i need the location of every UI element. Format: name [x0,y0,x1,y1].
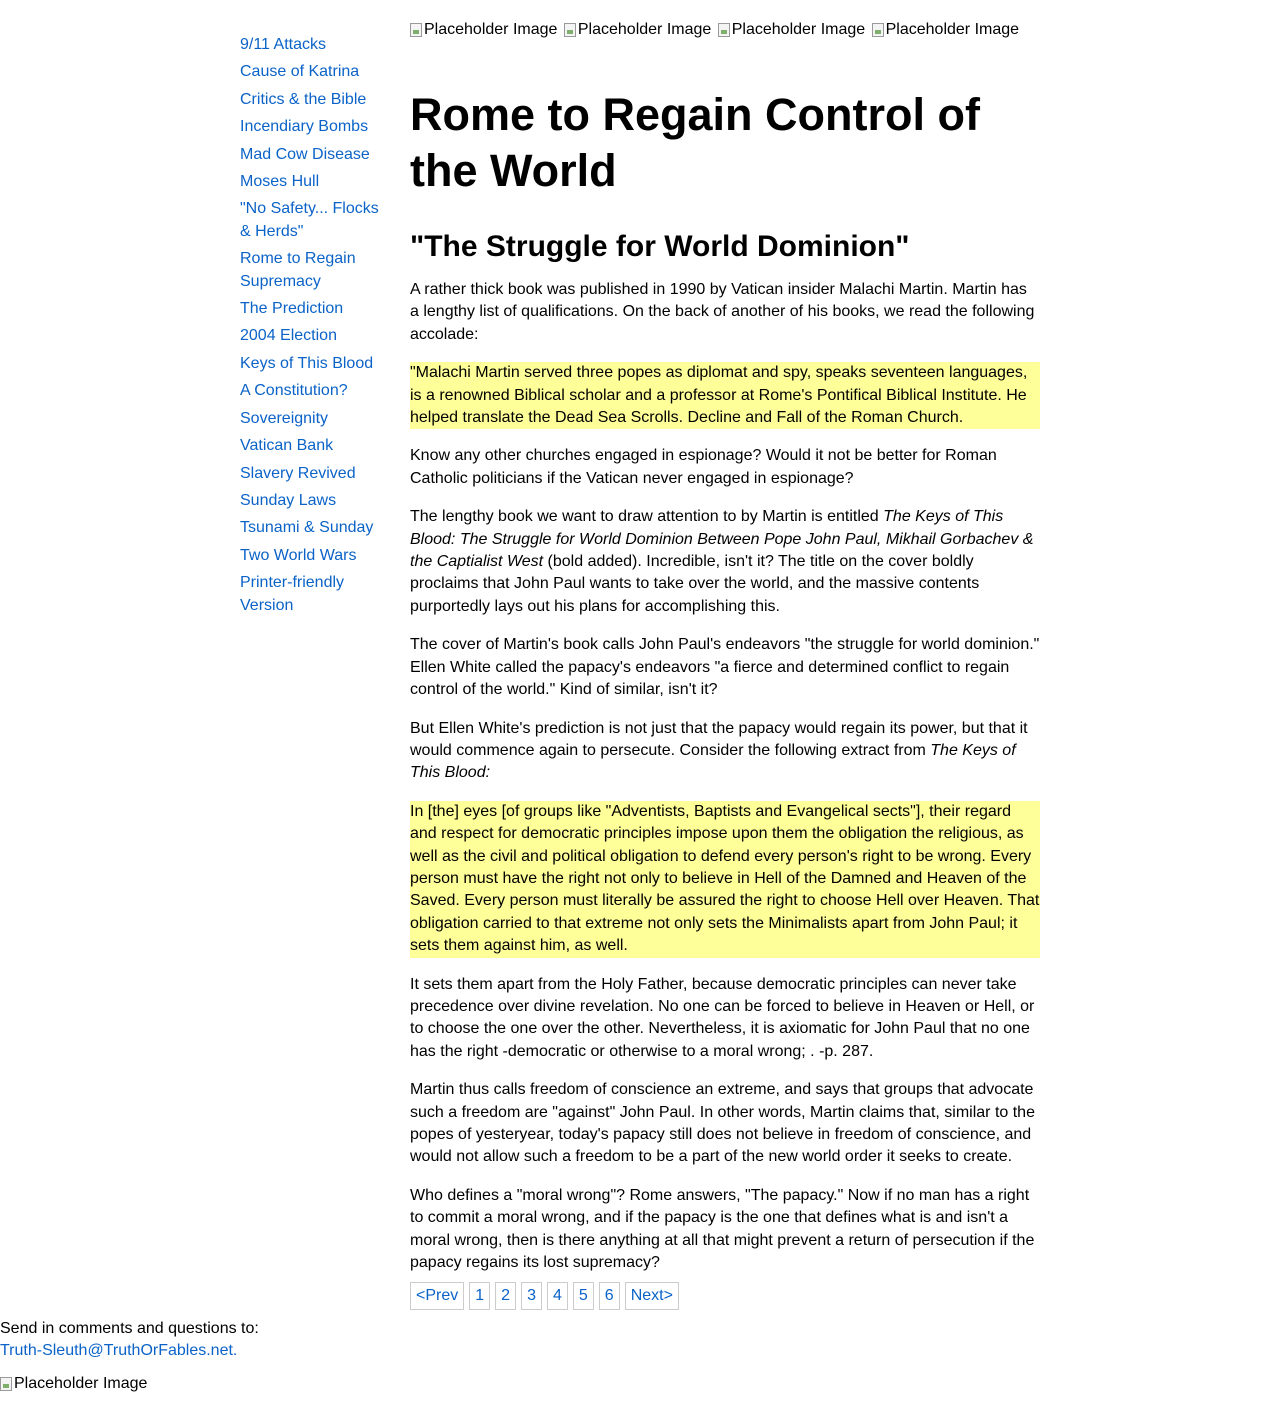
sidebar-link-mad-cow[interactable]: Mad Cow Disease [240,145,370,163]
paragraph: Martin thus calls freedom of conscience an extreme, and says that groups that advocate such a freedom are "against" John Paul. In other words, Martin claims that, similar to the popes of yesteryear, today's papacy still does not believe in freedom of conscience, and would not allow such a freedom to be a part of the new world order it seeks to create. [410,1081,1035,1166]
paragraph: Know any other churches engaged in espionage? Would it not be better for Roman Catholic politicians if the Vatican never engaged in espionage? [410,447,997,487]
paragraph: Who defines a "moral wrong"? Rome answers, "The papacy." Now if no man has a right to commit a moral wrong, and if the papacy is the one that defines what is and isn't a moral wrong, then is there anything at all that might prevent a return of persecution if the papacy regains its lost supremacy? [410,1186,1035,1272]
page-title: Rome to Regain Control of the World [410,89,980,196]
highlighted-quote: In [the] eyes [of groups like "Adventists, Baptists and Evangelical sects"], their regard and respect for democratic principles impose upon them the obligation the religious, as well as the civil and political obligation to defend every person's right to be wrong. Every person must have the right not only to believe in Hell of the Damned and Heaven of the Saved. Every person must literally be assured the right to choose Hell over Heaven. That obligation carried to that extreme not only sets the Minimalists apart from John Paul; it sets them against him, as well. [410,801,1040,958]
sidebar-item[interactable] [240,248,390,293]
broken-image-icon [718,23,730,37]
broken-image-icon [564,23,576,37]
sidebar-item[interactable] [240,380,390,402]
paragraph: A rather thick book was published in 1990 by Vatican insider Malachi Martin. Martin has a lengthy list of qualifications. On the back of another of his books, we read the following accolade: [410,281,1035,343]
broken-image-icon [872,23,884,37]
paragraph: The lengthy book we want to draw attention to by Martin is entitled The Keys of This Blood: The Struggle for World Dominion Between Pope John Paul, Mikhail Gorbachev & the Captialist West (bold added). Incredible, isn't it? The title on the cover boldly proclaims that John Paul wants to take over the world, and the massive contents purportedly lays out his plans for accomplishing this. [410,508,1034,615]
sidebar-link-cause-of-katrina[interactable]: Cause of Katrina [240,63,360,81]
sidebar-item[interactable] [240,353,390,375]
paragraph: The cover of Martin's book calls John Paul's endeavors "the struggle for world dominion." Ellen White called the papacy's endeavors "a fierce and determined conflict to regain control of the world." Kind of similar, isn't it? [410,636,1040,699]
pagination [410,1282,1040,1310]
banner-image: Placeholder Image [872,19,1019,41]
sidebar-item[interactable] [240,325,390,347]
sidebar-item[interactable] [240,463,390,485]
banner-image: Placeholder Image [410,19,557,41]
main-content [410,19,1040,1310]
highlighted-quote: "Malachi Martin served three popes as diplomat and spy, speaks seventeen languages, is a renowned Biblical scholar and a professor at Rome's Pontifical Biblical Institute. He helped translate the Dead Sea Scrolls. Decline and Fall of the Roman Church. [410,362,1040,429]
pagination-page-1[interactable]: 1 [469,1282,490,1310]
sidebar-link-moses-hull[interactable]: Moses Hull [240,173,320,191]
sidebar-link-tsunami[interactable]: Tsunami & Sunday [240,519,374,537]
sidebar-link-911-attacks[interactable]: 9/11 Attacks [240,36,326,53]
sidebar-item[interactable] [240,545,390,567]
sidebar-item[interactable] [240,116,390,138]
sidebar-item[interactable] [240,435,390,457]
contact-email-link[interactable]: Truth-Sleuth@TruthOrFables.net. [0,1342,238,1360]
sidebar-link-vatican-bank[interactable]: Vatican Bank [240,437,334,455]
broken-image-icon [0,1377,12,1391]
sidebar-item[interactable] [240,198,390,243]
banner-images [410,19,1040,41]
sidebar-item[interactable] [240,61,390,83]
book-title: The Keys of This Blood: [410,741,1016,782]
sidebar-item[interactable] [240,572,390,617]
broken-image-icon [410,23,422,37]
sidebar-item[interactable] [240,144,390,166]
banner-image: Placeholder Image [564,19,711,41]
sidebar-link-constitution[interactable]: A Constitution? [240,382,348,400]
sidebar-item[interactable] [240,171,390,193]
sidebar-link-critics-bible[interactable]: Critics & the Bible [240,90,367,108]
sidebar-nav [240,34,390,622]
pagination-page-4[interactable]: 4 [547,1282,568,1310]
sidebar-link-2004-election[interactable]: 2004 Election [240,327,337,345]
sidebar-link-keys-blood[interactable]: Keys of This Blood [240,354,374,372]
footer-image: Placeholder Image [0,1373,598,1395]
sidebar-link-sovereignity[interactable]: Sovereignity [240,409,329,427]
sidebar-link-slavery[interactable]: Slavery Revived [240,464,356,482]
sidebar-link-incendiary-bombs[interactable]: Incendiary Bombs [240,118,369,136]
sidebar-link-printer-friendly[interactable]: Printer-friendly Version [240,574,345,614]
sidebar-item[interactable] [240,89,390,111]
pagination-page-3[interactable]: 3 [521,1282,542,1310]
sidebar-item[interactable] [240,298,390,320]
paragraph: But Ellen White's prediction is not just that the papacy would regain its power, but that it would commence again to persecute. Consider the following extract from The Keys of This Blood: [410,719,1028,782]
sidebar-link-prediction[interactable]: The Prediction [240,300,344,318]
page-subtitle: "The Struggle for World Dominion" [410,230,910,263]
footer-text: Send in comments and questions to: [0,1320,259,1337]
page-footer [0,1318,600,1395]
sidebar-link-no-safety[interactable]: "No Safety... Flocks & Herds" [240,200,379,240]
book-title: The Keys of This Blood: The Struggle for World Dominion Between Pope John Paul, Mikhail Gorbachev & the Captialist West [410,508,1034,571]
sidebar-item[interactable] [240,34,390,56]
pagination-next-button[interactable]: Next> [625,1282,679,1310]
pagination-page-2[interactable]: 2 [495,1282,516,1310]
sidebar-link-rome-supremacy[interactable]: Rome to Regain Supremacy [240,250,356,290]
sidebar-link-sunday-laws[interactable]: Sunday Laws [240,491,337,509]
sidebar-item[interactable] [240,517,390,539]
banner-image: Placeholder Image [718,19,865,41]
pagination-page-6[interactable]: 6 [599,1282,620,1310]
sidebar-item[interactable] [240,408,390,430]
pagination-prev-button[interactable]: <Prev [410,1282,464,1310]
paragraph: It sets them apart from the Holy Father, because democratic principles can never take precedence over divine revelation. No one can be forced to believe in Heaven or Hell, or to choose the one over the other. Nevertheless, it is axiomatic for John Paul that no one has the right -democratic or otherwise to a moral wrong; . -p. 287. [410,975,1035,1060]
sidebar-link-two-world-wars[interactable]: Two World Wars [240,546,357,564]
sidebar-item[interactable] [240,490,390,512]
pagination-page-5[interactable]: 5 [573,1282,594,1310]
